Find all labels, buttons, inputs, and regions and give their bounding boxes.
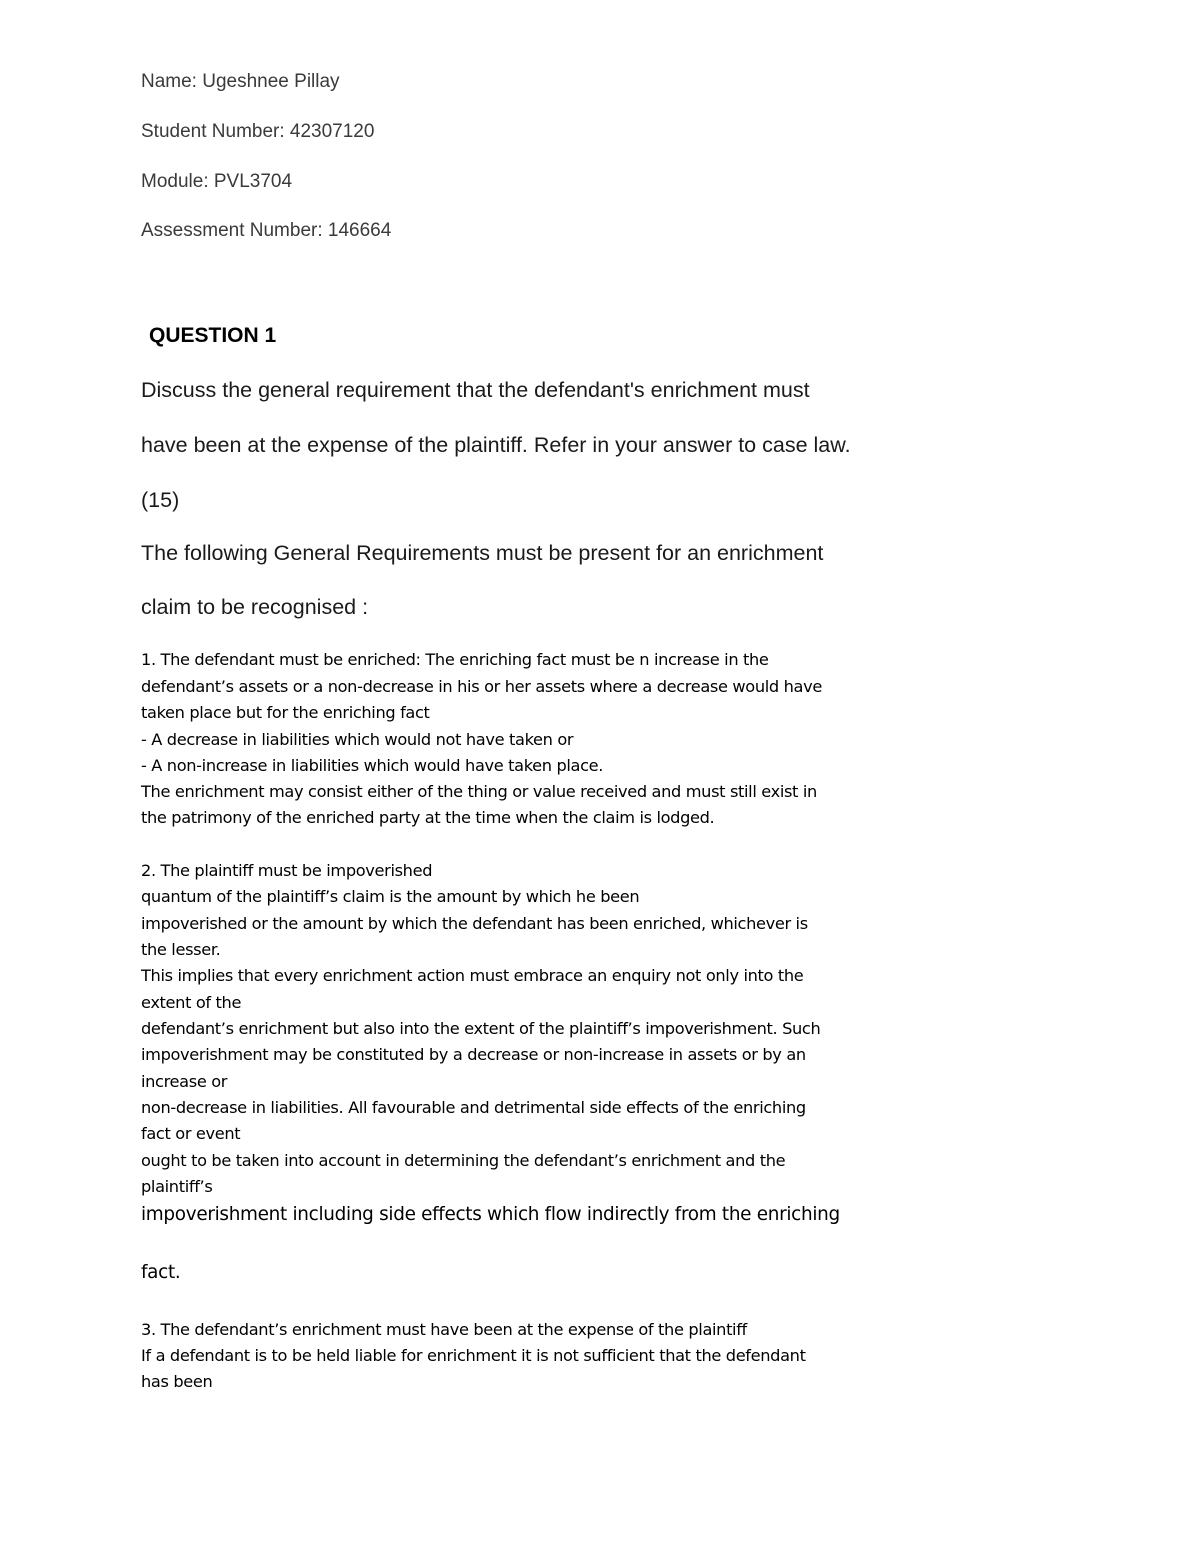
- section-2-line: defendant’s enrichment but also into the extent of the plaintiff’s impoverishment. Such: [141, 1019, 821, 1038]
- section-3-line: 3. The defendant’s enrichment must have been at the expense of the plaintiff: [141, 1320, 747, 1339]
- section-2-line: extent of the: [141, 993, 242, 1012]
- section-2-line: non-decrease in liabilities. All favourable and detrimental side effects of the enriching: [141, 1098, 806, 1117]
- section-2-line: quantum of the plaintiff’s claim is the amount by which he been: [141, 887, 640, 906]
- assessment-number: Assessment Number: 146664: [141, 220, 392, 241]
- question-text-line-1: Discuss the general requirement that the defendant's enrichment must: [141, 378, 810, 402]
- intro-line-2: claim to be recognised :: [141, 595, 369, 619]
- section-2-line: increase or: [141, 1072, 228, 1091]
- student-name: Name: Ugeshnee Pillay: [141, 71, 340, 92]
- section-1-line: The enrichment may consist either of the thing or value received and must still exist in: [141, 782, 817, 801]
- question-text-line-2: have been at the expense of the plaintiff. Refer in your answer to case law.: [141, 433, 851, 457]
- section-1-line: 1. The defendant must be enriched: The enriching fact must be n increase in the: [141, 650, 769, 669]
- section-1-line: defendant’s assets or a non-decrease in his or her assets where a decrease would have: [141, 677, 822, 696]
- section-3-line: If a defendant is to be held liable for enrichment it is not sufficient that the defendant: [141, 1346, 806, 1365]
- section-2-line: the lesser.: [141, 940, 221, 959]
- section-2-line: plaintiff’s: [141, 1177, 213, 1196]
- section-2-line: impoverishment may be constituted by a decrease or non-increase in assets or by an: [141, 1045, 806, 1064]
- question-title: QUESTION 1: [149, 324, 277, 347]
- section-2-end-line-2: fact.: [141, 1262, 181, 1283]
- module-code: Module: PVL3704: [141, 171, 293, 192]
- section-1-line: - A decrease in liabilities which would not have taken or: [141, 730, 574, 749]
- section-1-line: - A non-increase in liabilities which would have taken place.: [141, 756, 604, 775]
- section-2-line: ought to be taken into account in determining the defendant’s enrichment and the: [141, 1151, 786, 1170]
- question-marks: (15): [141, 488, 180, 512]
- section-2-line: 2. The plaintiff must be impoverished: [141, 861, 433, 880]
- intro-line-1: The following General Requirements must be present for an enrichment: [141, 541, 824, 565]
- section-1-line: the patrimony of the enriched party at the time when the claim is lodged.: [141, 808, 715, 827]
- student-number: Student Number: 42307120: [141, 121, 375, 142]
- section-2-line: fact or event: [141, 1124, 241, 1143]
- section-2-line: This implies that every enrichment action must embrace an enquiry not only into the: [141, 966, 804, 985]
- section-2-line: impoverished or the amount by which the defendant has been enriched, whichever is: [141, 914, 808, 933]
- section-1-line: taken place but for the enriching fact: [141, 703, 430, 722]
- section-2-end-line-1: impoverishment including side effects which flow indirectly from the enriching: [141, 1204, 840, 1225]
- section-3-line: has been: [141, 1372, 213, 1391]
